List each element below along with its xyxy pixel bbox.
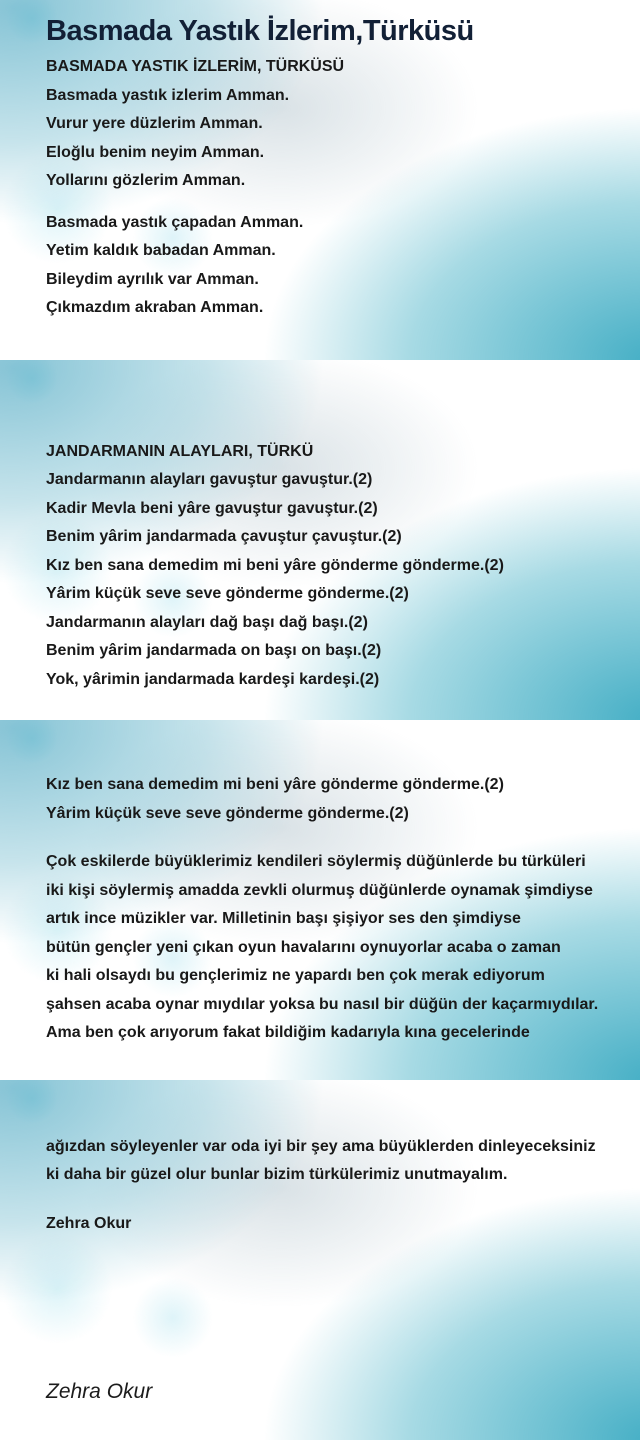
- song-title-line: JANDARMANIN ALAYLARI, TÜRKÜ: [46, 442, 314, 460]
- poem-line: Benim yârim jandarmada çavuştur çavuştur.(2): [46, 528, 402, 545]
- commentary-line: Ama ben çok arıyorum fakat bildiğim kadarıyla kına gecelerinde: [46, 1024, 530, 1041]
- commentary-line: iki kişi söylermiş amadda zevkli olurmuş düğünlerde oynamak şimdiyse: [46, 881, 593, 899]
- poem-line: Jandarmanın alayları dağ başı dağ başı.(2): [46, 613, 368, 631]
- poem-line: Yârim küçük seve seve gönderme gönderme.(2): [46, 804, 409, 822]
- poem-line: Bileydim ayrılık var Amman.: [46, 270, 259, 288]
- commentary-line: ki hali olsaydı bu gençlerimiz ne yapardı ben çok merak ediyorum: [46, 967, 545, 984]
- stanza-song1-verse1: [46, 53, 612, 196]
- poem-line: Yok, yârimin jandarmada kardeşi kardeşi.(2): [46, 670, 380, 688]
- poem-line: Basmada yastık çapadan Amman.: [46, 213, 304, 231]
- poem-line: Basmada yastık izlerim Amman.: [46, 86, 290, 104]
- poem-line: Yârim küçük seve seve gönderme gönderme.(2): [46, 585, 409, 602]
- author-name: Zehra Okur: [46, 1214, 132, 1232]
- stanza-commentary-2: [46, 1133, 612, 1190]
- commentary-line: ki daha bir güzel olur bunlar bizim türkülerimiz unutmayalım.: [46, 1166, 508, 1183]
- author-name-line: [46, 1210, 612, 1239]
- author-signature: Zehra Okur: [46, 1380, 153, 1403]
- poem-line: Jandarmanın alayları gavuştur gavuştur.(2): [46, 471, 373, 488]
- song-title-line: BASMADA YASTIK İZLERİM, TÜRKÜSÜ: [46, 58, 345, 75]
- page-title: Basmada Yastık İzlerim,Türküsü: [46, 15, 474, 47]
- poem-line: Kız ben sana demedim mi beni yâre gönderme gönderme.(2): [46, 776, 504, 793]
- stanza-commentary-1: [46, 848, 612, 1048]
- poem-line: Benim yârim jandarmada on başı on başı.(2): [46, 642, 382, 659]
- stanza-song2: [46, 438, 612, 695]
- poem-line: Vurur yere düzlerim Amman.: [46, 115, 263, 132]
- stanza-song2-refrain: [46, 771, 612, 828]
- poem-line: Yetim kaldık babadan Amman.: [46, 242, 276, 259]
- commentary-line: bütün gençler yeni çıkan oyun havalarını oynuyorlar acaba o zaman: [46, 938, 561, 956]
- commentary-line: Çok eskilerde büyüklerimiz kendileri söylermiş düğünlerde bu türküleri: [46, 853, 586, 870]
- poem-line: Yollarını gözlerim Amman.: [46, 172, 246, 189]
- poem-line: Kız ben sana demedim mi beni yâre gönderme gönderme.(2): [46, 556, 504, 574]
- commentary-line: şahsen acaba oynar mıydılar yoksa bu nasıl bir düğün der kaçarmıydılar.: [46, 995, 599, 1013]
- poem-line: Kadir Mevla beni yâre gavuştur gavuştur.(2): [46, 499, 378, 517]
- poem-line: Eloğlu benim neyim Amman.: [46, 143, 265, 161]
- poem-line: Çıkmazdım akraban Amman.: [46, 299, 264, 316]
- stanza-song1-verse2: [46, 209, 612, 323]
- commentary-line: artık ince müzikler var. Milletinin başı şişiyor ses den şimdiyse: [46, 910, 521, 927]
- commentary-line: ağızdan söyleyenler var oda iyi bir şey ama büyüklerden dinleyeceksiniz: [46, 1137, 596, 1155]
